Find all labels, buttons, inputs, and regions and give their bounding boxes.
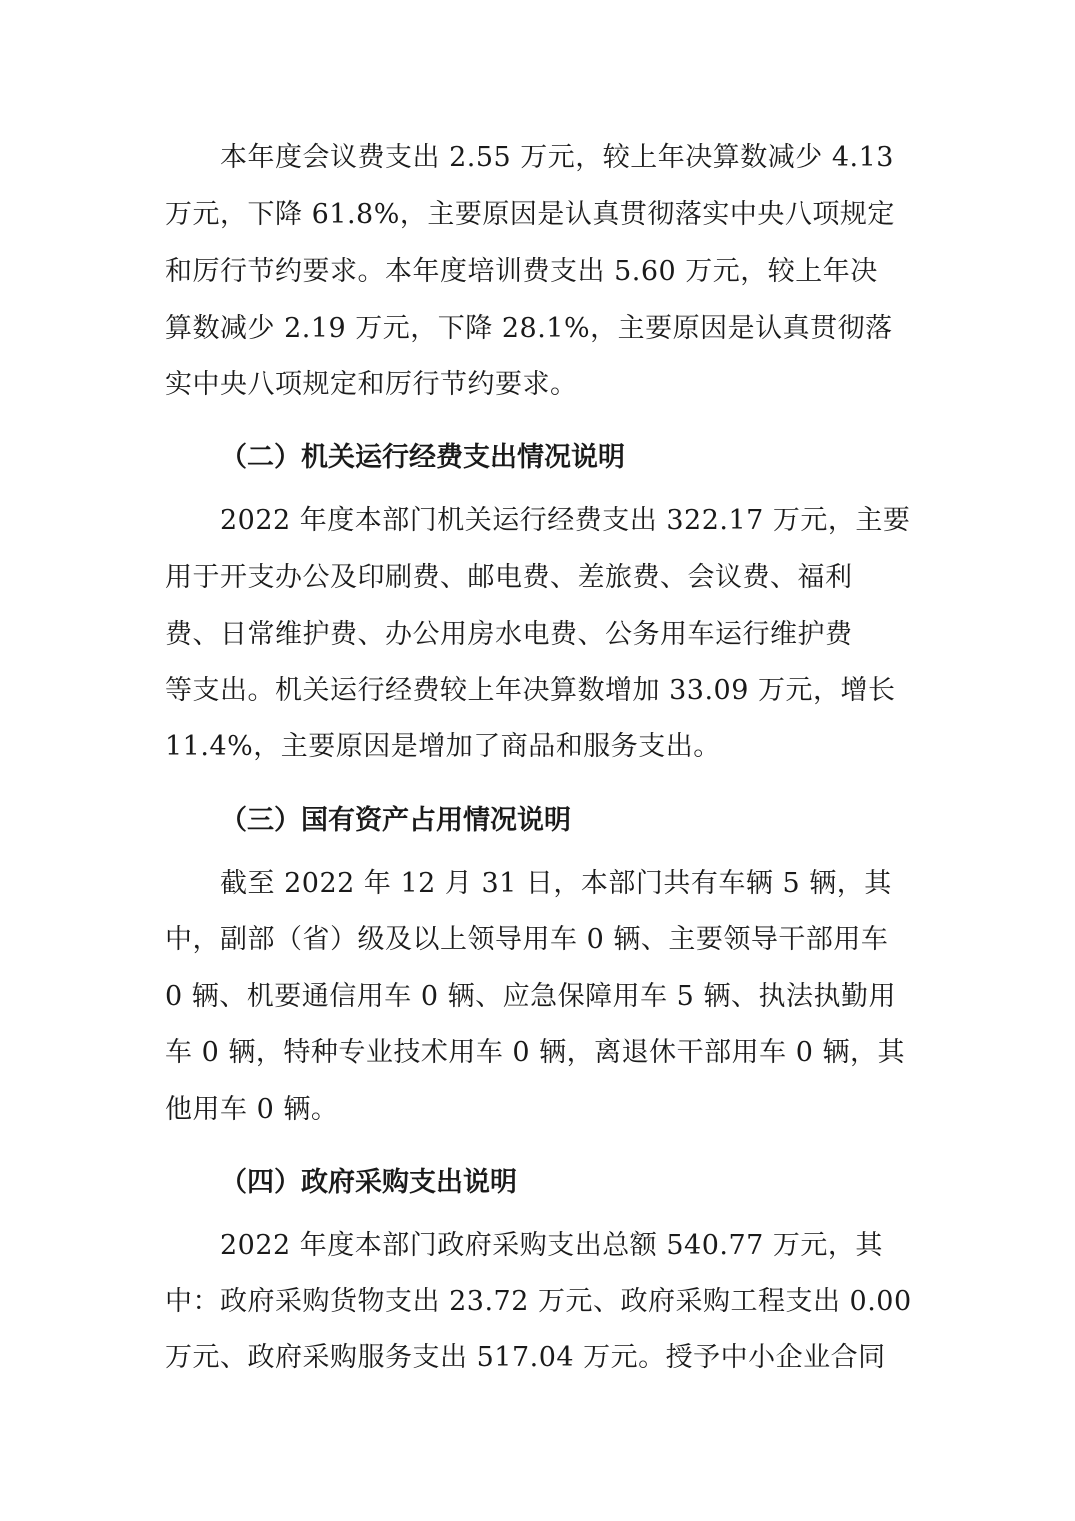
paragraph-2-line-1: 2022 年度本部门机关运行经费支出 322.17 万元，主要 (220, 505, 911, 536)
paragraph-3-line-1: 截至 2022 年 12 月 31 日，本部门共有车辆 5 辆，其 (220, 868, 892, 899)
section-heading-3: （三）国有资产占用情况说明 (220, 805, 571, 836)
paragraph-3-line-2: 中，副部（省）级及以上领导用车 0 辆、主要领导干部用车 (165, 924, 889, 955)
section-heading-2: （二）机关运行经费支出情况说明 (220, 442, 625, 473)
paragraph-2-line-3: 费、日常维护费、办公用房水电费、公务用车运行维护费 (165, 619, 853, 650)
paragraph-3-line-3: 0 辆、机要通信用车 0 辆、应急保障用车 5 辆、执法执勤用 (165, 981, 896, 1012)
paragraph-3-line-4: 车 0 辆，特种专业技术用车 0 辆，离退休干部用车 0 辆，其 (165, 1037, 906, 1068)
paragraph-3-line-5: 他用车 0 辆。 (165, 1094, 339, 1125)
paragraph-4-line-1: 2022 年度本部门政府采购支出总额 540.77 万元，其 (220, 1230, 883, 1261)
paragraph-1-line-5: 实中央八项规定和厉行节约要求。 (165, 369, 578, 400)
paragraph-1-line-3: 和厉行节约要求。本年度培训费支出 5.60 万元，较上年决 (165, 256, 878, 287)
paragraph-2-line-2: 用于开支办公及印刷费、邮电费、差旅费、会议费、福利 (165, 562, 853, 593)
paragraph-1-line-4: 算数减少 2.19 万元，下降 28.1%，主要原因是认真贯彻落 (165, 313, 893, 344)
paragraph-2-line-5: 11.4%，主要原因是增加了商品和服务支出。 (165, 731, 721, 762)
paragraph-4-line-2: 中：政府采购货物支出 23.72 万元、政府采购工程支出 0.00 (165, 1286, 912, 1317)
paragraph-1-line-1: 本年度会议费支出 2.55 万元，较上年决算数减少 4.13 (220, 142, 894, 173)
paragraph-1-line-2: 万元，下降 61.8%，主要原因是认真贯彻落实中央八项规定 (165, 199, 895, 230)
paragraph-4-line-3: 万元、政府采购服务支出 517.04 万元。授予中小企业合同 (165, 1342, 886, 1373)
section-heading-4: （四）政府采购支出说明 (220, 1167, 517, 1198)
paragraph-2-line-4: 等支出。机关运行经费较上年决算数增加 33.09 万元，增长 (165, 675, 896, 706)
